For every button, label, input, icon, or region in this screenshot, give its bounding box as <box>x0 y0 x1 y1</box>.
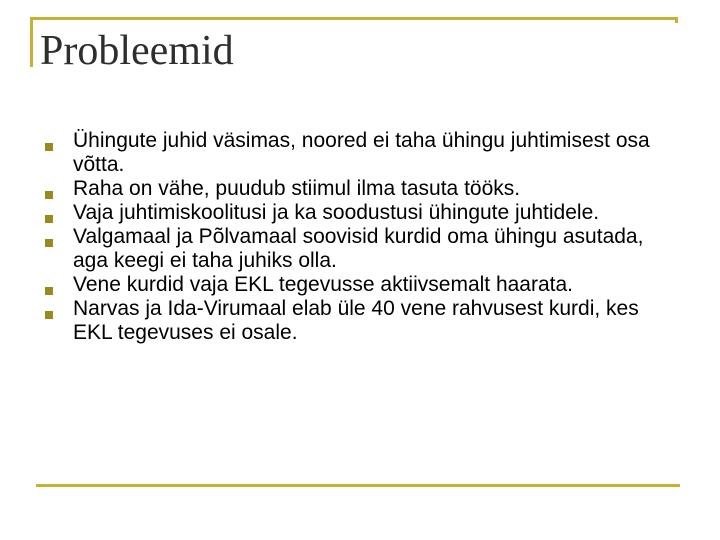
square-bullet-icon <box>45 239 53 247</box>
bullet-item <box>40 297 680 345</box>
frame-bottom-rule <box>36 484 680 487</box>
square-bullet-icon <box>45 311 53 319</box>
frame-left-rule <box>30 17 33 67</box>
bullet-list <box>40 129 680 345</box>
bullet-text: Vene kurdid vaja EKL tegevusse aktiivsemalt haarata. <box>73 273 574 296</box>
frame-right-tick <box>675 17 678 23</box>
slide-title: Probleemid <box>40 28 234 74</box>
bullet-item <box>40 225 680 273</box>
bullet-text: Raha on vähe, puudub stiimul ilma tasuta tööks. <box>73 177 521 200</box>
bullet-text: Narvas ja Ida-Virumaal elab üle 40 vene rahvusest kurdi, kes EKL tegevuses ei osale. <box>73 297 639 344</box>
square-bullet-icon <box>45 215 53 223</box>
bullet-text: Valgamaal ja Põlvamaal soovisid kurdid oma ühingu asutada, aga keegi ei taha juhiks olla. <box>73 225 644 272</box>
bullet-item <box>40 177 680 201</box>
frame-top-rule <box>30 17 678 20</box>
bullet-item <box>40 273 680 297</box>
square-bullet-icon <box>45 191 53 199</box>
bullet-text: Ühingute juhid väsimas, noored ei taha ühingu juhtimisest osa võtta. <box>73 129 650 176</box>
square-bullet-icon <box>45 143 53 151</box>
bullet-text: Vaja juhtimiskoolitusi ja ka soodustusi ühingute juhtidele. <box>73 201 600 224</box>
bullet-item <box>40 129 680 177</box>
bullet-item <box>40 201 680 225</box>
square-bullet-icon <box>45 287 53 295</box>
